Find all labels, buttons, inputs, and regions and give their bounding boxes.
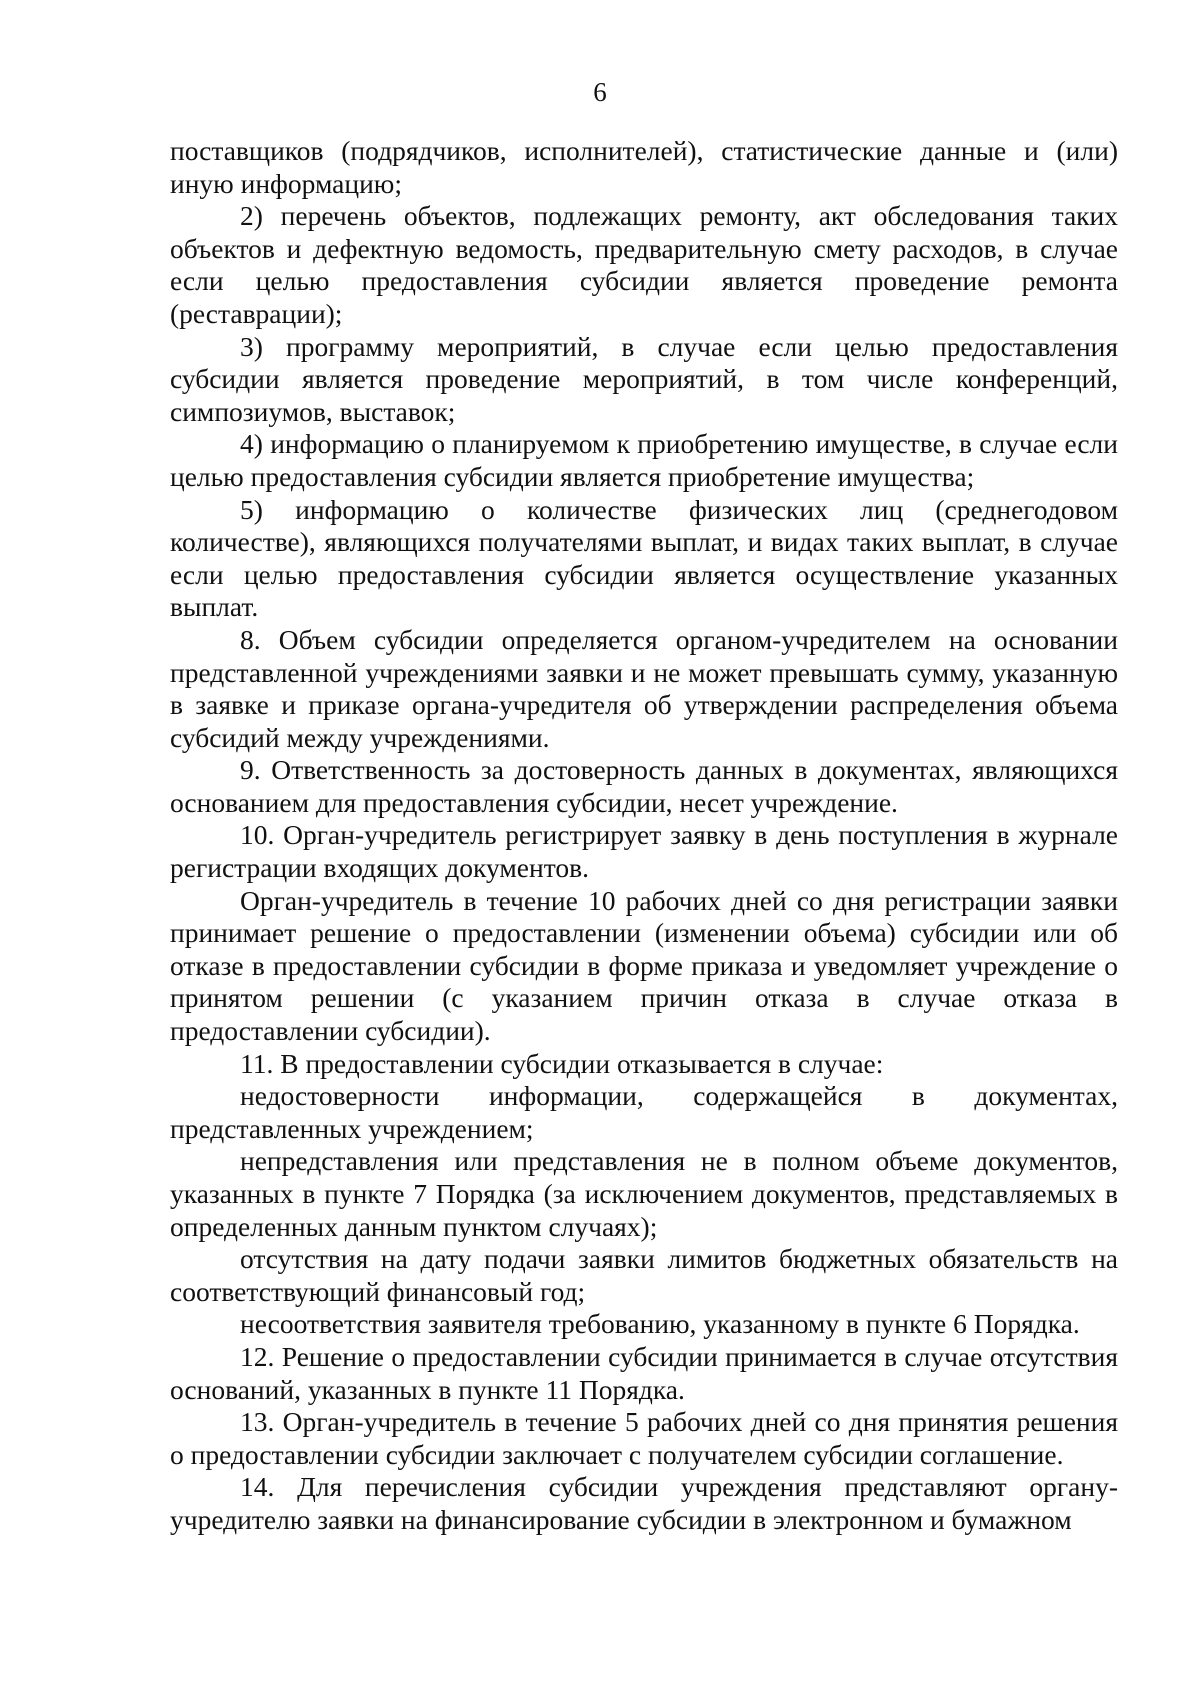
paragraph-refusal-incomplete-docs: непредставления или представления не в полном объеме документов, указанных в пункте 7 Порядка (за исключением документов, представляемых в определенных данным пунктом случаях); [170,1145,1118,1242]
document-body [170,135,1118,1537]
paragraph-item-5-individuals-info: 5) информацию о количестве физических лиц (среднегодовом количестве), являющихся получателями выплат, и видах таких выплат, в случае если целью предоставления субсидии является осуществление указанных выплат. [170,493,1118,623]
paragraph-refusal-inaccuracy: недостоверности информации, содержащейся в документах, представленных учреждением; [170,1080,1118,1144]
paragraph-refusal-noncompliance: несоответствия заявителя требованию, указанному в пункте 6 Порядка. [240,1308,1080,1340]
paragraph-clause-13: 13. Орган-учредитель в течение 5 рабочих дней со дня принятия решения о предоставлении субсидии заключает с получателем субсидии соглашение. [170,1406,1118,1470]
paragraph-clause-12: 12. Решение о предоставлении субсидии принимается в случае отсутствия оснований, указанных в пункте 11 Порядка. [170,1340,1118,1405]
paragraph-clause-10-decision: Орган-учредитель в течение 10 рабочих дней со дня регистрации заявки принимает решение о предоставлении (изменении объема) субсидии или об отказе в предоставлении субсидии в форме приказа и уведомляет учреждение о принятом решении (с указанием причин отказа в случае отказа в предоставлении субсидии). [170,884,1118,1047]
paragraph-clause-14: 14. Для перечисления субсидии учреждения представляют органу-учредителю заявки на финансирование субсидии в электронном и бумажном [170,1471,1118,1535]
paragraph-item-3-events-program: 3) программу мероприятий, в случае если целью предоставления субсидии является проведение мероприятий, в том числе конференций, симпозиумов, выставок; [170,330,1118,427]
paragraph-item-4-property-info: 4) информацию о планируемом к приобретению имуществе, в случае если целью предоставления субсидии является приобретение имущества; [170,428,1118,492]
paragraph-clause-11: 11. В предоставлении субсидии отказывается в случае: [240,1047,884,1079]
paragraph-item-2-repair-objects: 2) перечень объектов, подлежащих ремонту, акт обследования таких объектов и дефектную ведомость, предварительную смету расходов, в случае если целью предоставления субсидии является проведение ремонта (реставрации); [170,200,1118,329]
page-number: 6 [593,77,607,107]
paragraph-refusal-no-limits: отсутствия на дату подачи заявки лимитов бюджетных обязательств на соответствующий финансовый год; [170,1243,1118,1307]
paragraph-suppliers-continued: поставщиков (подрядчиков, исполнителей), статистические данные и (или) иную информацию; [170,135,1118,199]
paragraph-clause-8: 8. Объем субсидии определяется органом-учредителем на основании представленной учреждениями заявки и не может превышать сумму, указанную в заявке и приказе органа-учредителя об утверждении распределения объема субсидий между учреждениями. [170,623,1118,753]
paragraph-clause-9: 9. Ответственность за достоверность данных в документах, являющихся основанием для предоставления субсидии, несет учреждение. [170,754,1118,818]
paragraph-clause-10: 10. Орган-учредитель регистрирует заявку в день поступления в журнале регистрации входящих документов. [170,819,1118,884]
